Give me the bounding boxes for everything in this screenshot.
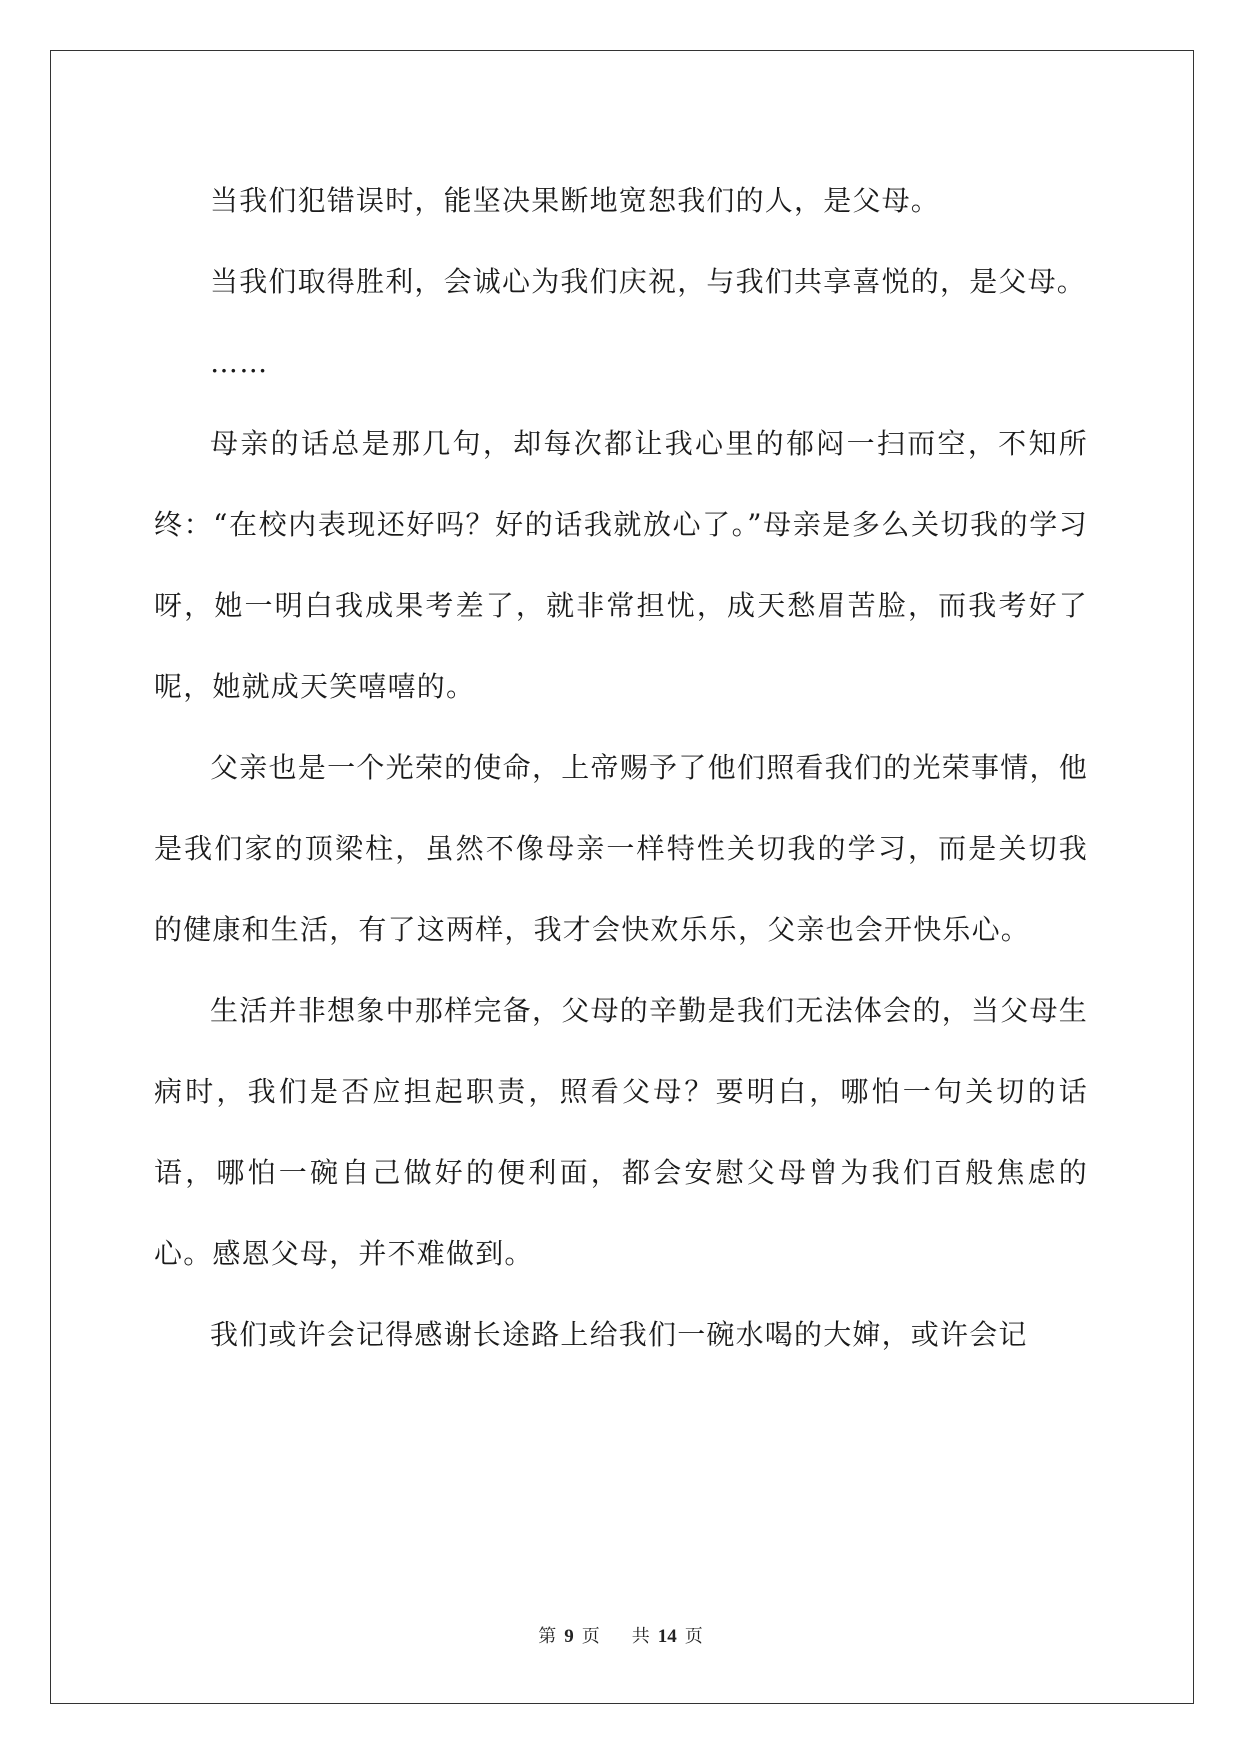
paragraph: 父亲也是一个光荣的使命，上帝赐予了他们照看我们的光荣事情，他是我们家的顶梁柱，虽然不像母亲一样特性关切我的学习，而是关切我的健康和生活，有了这两样，我才会快欢乐乐，父亲也会开快乐心。 [154,751,1088,946]
paragraph-ellipsis: …… [210,346,269,379]
paragraph: 母亲的话总是那几句，却每次都让我心里的郁闷一扫而空，不知所终：“在校内表现还好吗？好的话我就放心了。”母亲是多么关切我的学习呀，她一明白我成果考差了，就非常担忧，成天愁眉苦脸，而我考好了呢，她就成天笑嘻嘻的。 [154,427,1088,703]
footer-total-suffix: 页 [684,1626,703,1647]
footer-page-number: 9 [564,1626,574,1647]
footer-page-prefix: 第 [538,1626,557,1647]
page-footer [0,1622,1241,1648]
document-body [154,160,1088,1375]
paragraph: 当我们犯错误时，能坚决果断地宽恕我们的人，是父母。 [210,184,941,217]
footer-total-pages: 14 [657,1626,677,1647]
paragraph: 生活并非想象中那样完备，父母的辛勤是我们无法体会的，当父母生病时，我们是否应担起职责，照看父母？要明白，哪怕一句关切的话语，哪怕一碗自己做好的便利面，都会安慰父母曾为我们百般焦虑的心。感恩父母，并不难做到。 [154,994,1088,1270]
footer-page-suffix: 页 [581,1626,600,1647]
paragraph: 我们或许会记得感谢长途路上给我们一碗水喝的大婶，或许会记 [210,1318,1028,1351]
footer-total-prefix: 共 [631,1626,650,1647]
paragraph: 当我们取得胜利，会诚心为我们庆祝，与我们共享喜悦的，是父母。 [210,265,1087,298]
